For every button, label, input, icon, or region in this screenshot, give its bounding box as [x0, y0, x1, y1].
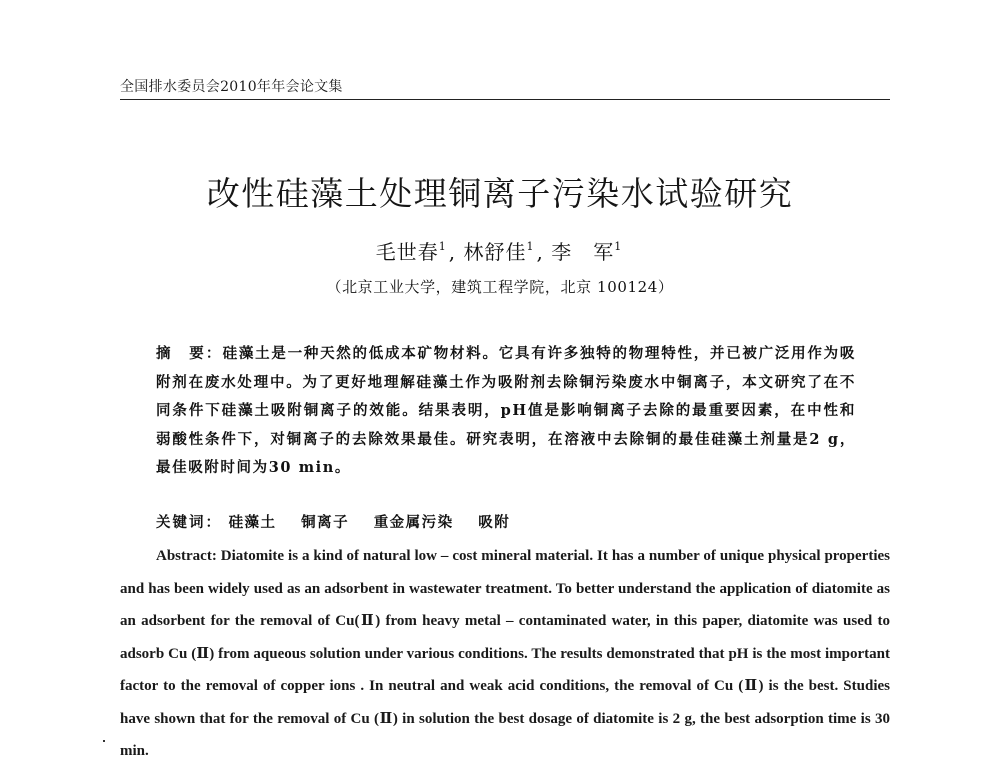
english-abstract-label: Abstract — [156, 548, 212, 564]
chinese-abstract-text: 硅藻土是一种天然的低成本矿物材料。它具有许多独特的物理特性，并已被广泛用作为吸附剂在废水处理中。为了更好地理解硅藻土作为吸附剂去除铜污染废水中铜离子，本文研究了在不同条件下硅藻土吸附铜离子的效能。结果表明，pH值是影响铜离子去除的最重要因素，在中性和弱酸性条件下，对铜离子的去除效果最佳。研究表明，在溶液中去除铜的最佳硅藻土剂量是2 g，最佳吸附时间为30 min。 — [156, 345, 857, 476]
running-header: 全国排水委员会2010年年会论文集 — [120, 79, 343, 95]
keywords-label: 关键词： — [156, 515, 222, 531]
keyword: 吸附 — [478, 514, 511, 531]
author-separator: , — [448, 240, 457, 264]
header-rule — [120, 99, 890, 100]
english-abstract-text: : Diatomite is a kind of natural low – cost mineral material. It has a number of unique physical properties and has been widely used as an adsorbent in wastewater treatment. To better understand the application of diatomite as an adsorbent for the removal of Cu(Ⅱ) from heavy metal – contaminated water, in this paper, diatomite was used to adsorb Cu (Ⅱ) from aqueous solution under various conditions. The results demonstrated that pH is the most important factor to the removal of copper ions . In neutral and weak acid conditions, the removal of Cu (Ⅱ) is the best. Studies have shown that for the removal of Cu (Ⅱ) in solution the best dosage of diatomite is 2 g, the best adsorption time is 30 min. — [120, 548, 890, 759]
paper-title: 改性硅藻土处理铜离子污染水试验研究 — [206, 174, 794, 213]
keywords — [156, 511, 856, 532]
author-name: 李 军 — [551, 240, 615, 264]
keyword: 铜离子 — [301, 514, 350, 531]
author-name: 毛世春 — [375, 240, 439, 264]
scan-speck — [103, 740, 105, 742]
affiliation: （北京工业大学，建筑工程学院，北京 100124） — [326, 278, 674, 296]
chinese-abstract-label: 摘 要： — [156, 346, 223, 362]
author-name: 林舒佳 — [463, 240, 527, 264]
author-separator: , — [536, 240, 544, 264]
author-affiliation-mark: 1 — [438, 240, 447, 253]
keyword: 硅藻土 — [228, 514, 277, 531]
author-list — [0, 236, 1000, 265]
author-affiliation-mark: 1 — [614, 240, 623, 253]
keyword: 重金属污染 — [373, 514, 454, 531]
chinese-abstract — [156, 340, 856, 483]
english-abstract — [120, 540, 890, 768]
author-affiliation-mark: 1 — [526, 240, 535, 253]
